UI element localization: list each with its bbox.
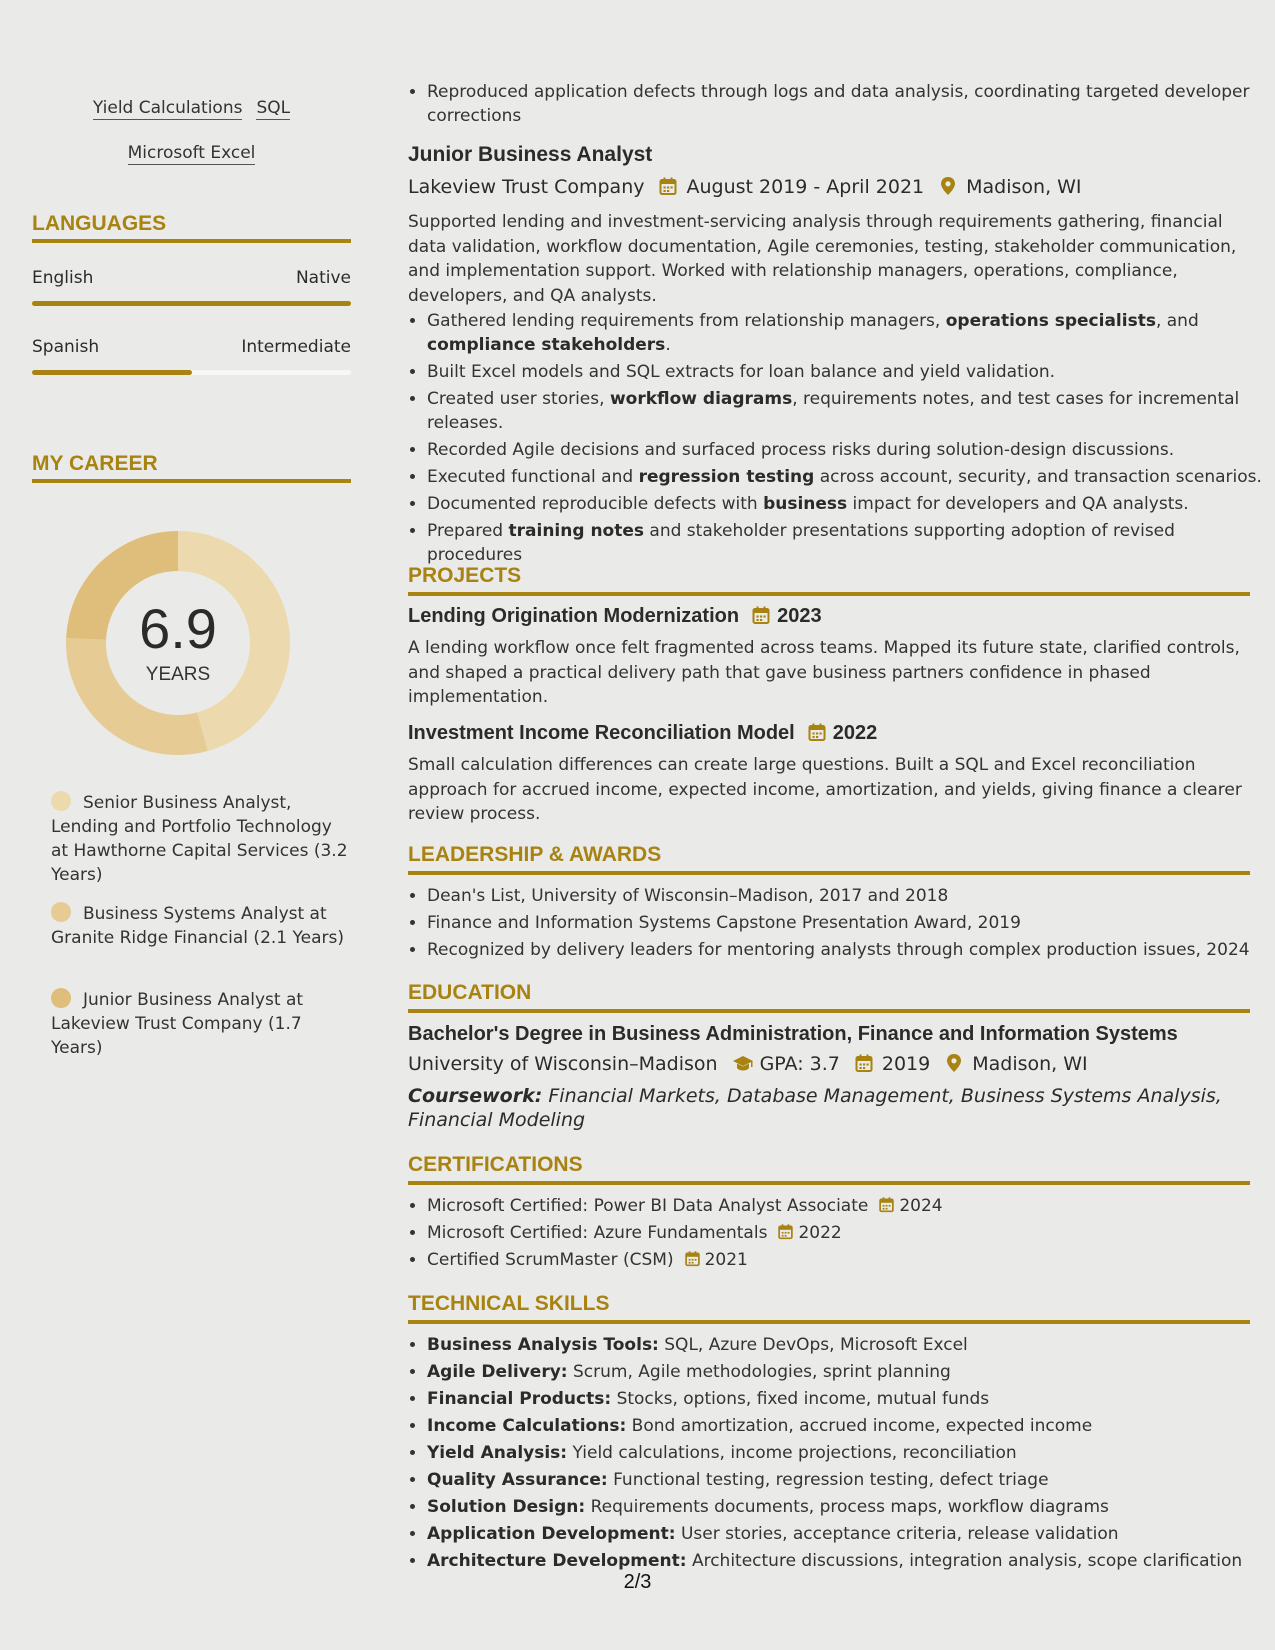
calendar-icon (854, 1053, 874, 1073)
project-year: 2022 (832, 722, 878, 744)
graduation-year: 2019 (881, 1053, 931, 1075)
gpa: GPA: 3.7 (759, 1053, 840, 1075)
bold-text: training notes (508, 521, 645, 541)
language-bar (32, 370, 351, 375)
coursework-list: Financial Markets, Database Management, Business Systems Analysis, Financial Modeling (408, 1085, 1222, 1131)
career-total-years: 6.9 (139, 597, 217, 660)
list-item (427, 465, 1269, 489)
skill-item (427, 1414, 1269, 1438)
career-legend-item (51, 988, 351, 1060)
graduation-cap-icon (732, 1053, 752, 1073)
skill-value: User stories, acceptance criteria, release validation (680, 1524, 1119, 1544)
skill-item (427, 1549, 1269, 1573)
skill-value: Yield calculations, income projections, reconciliation (572, 1443, 1017, 1463)
project-name: Lending Origination Modernization (408, 605, 740, 627)
text: Built Excel models and SQL extracts for loan balance and yield validation. (427, 362, 1056, 382)
skill-label: Agile Delivery: (427, 1362, 568, 1382)
calendar-icon (751, 605, 771, 625)
skill-tags (32, 86, 351, 176)
bold-text: compliance stakeholders (427, 335, 666, 355)
text: , requirements notes, and test cases for incremental releases. (427, 389, 1240, 433)
list-item (427, 492, 1269, 516)
job-location: Madison, WI (966, 176, 1082, 198)
technical-skills-heading: TECHNICAL SKILLS (408, 1292, 1250, 1324)
education-meta (408, 1053, 1250, 1075)
career-donut-chart (66, 531, 290, 755)
certification-year: 2024 (899, 1196, 943, 1216)
skill-tag: Microsoft Excel (127, 143, 256, 163)
skill-item (427, 1441, 1269, 1465)
list-item: • Dean's List, University of Wisconsin–Madison, 2017 and 2018 (427, 884, 1269, 908)
text: Executed functional and (427, 467, 639, 487)
skill-item (427, 1360, 1269, 1384)
language-name: English (32, 268, 94, 288)
job-meta (408, 176, 1250, 198)
language-bar-fill (32, 370, 192, 375)
skill-item (427, 1333, 1269, 1357)
skill-value: Architecture discussions, integration analysis, scope clarification (691, 1551, 1243, 1571)
certification-name: Certified ScrumMaster (CSM) (427, 1250, 674, 1270)
career-legend-item (51, 902, 351, 950)
school-name: University of Wisconsin–Madison (408, 1053, 718, 1075)
text: Created user stories, (427, 389, 610, 409)
list-item (427, 438, 1269, 462)
legend-dot (51, 902, 71, 922)
bold-text: operations specialists (945, 311, 1156, 331)
skill-label: Quality Assurance: (427, 1470, 608, 1490)
certifications-heading: CERTIFICATIONS (408, 1153, 1250, 1185)
legend-dot (51, 988, 71, 1008)
certification-item (427, 1194, 1269, 1218)
calendar-icon (777, 1223, 794, 1240)
skill-value: Bond amortization, accrued income, expected income (631, 1416, 1093, 1436)
text: and stakeholder presentations supporting adoption of revised procedures (427, 521, 1175, 565)
certification-year: 2021 (704, 1250, 748, 1270)
skill-label: Business Analysis Tools: (427, 1335, 659, 1355)
education-location: Madison, WI (972, 1053, 1088, 1075)
experience-top-bullets (408, 80, 1269, 131)
career-heading: MY CAREER (32, 452, 351, 483)
skill-value: Stocks, options, fixed income, mutual funds (616, 1389, 990, 1409)
career-legend-text: Senior Business Analyst, Lending and Portfolio Technology at Hawthorne Capital Services (3.2 Years) (51, 793, 348, 885)
list-item (427, 387, 1269, 435)
language-bar-fill (32, 301, 351, 306)
calendar-icon (684, 1250, 701, 1267)
skill-value: Scrum, Agile methodologies, sprint planning (573, 1362, 951, 1382)
job-company: Lakeview Trust Company (408, 176, 645, 198)
certification-item (427, 1221, 1269, 1245)
technical-skills-list (408, 1333, 1269, 1576)
skill-item (427, 1522, 1269, 1546)
project-title (408, 605, 1250, 628)
skill-item (427, 1468, 1269, 1492)
project-description: A lending workflow once felt fragmented across teams. Mapped its future state, clarified controls, and shaped a practical delivery path that gave business partners confidence in phased implementation. (408, 638, 1240, 707)
job-title: Junior Business Analyst (408, 143, 653, 166)
skill-tag: SQL (256, 98, 291, 118)
bold-text: regression testing (638, 467, 815, 487)
list-item (427, 309, 1269, 357)
skill-value: SQL, Azure DevOps, Microsoft Excel (664, 1335, 968, 1355)
certifications-list (408, 1194, 1269, 1275)
career-legend-item (51, 791, 351, 887)
language-level: Intermediate (241, 337, 351, 357)
career-legend-text: Business Systems Analyst at Granite Ridge Financial (2.1 Years) (51, 904, 344, 948)
page-number: 2/3 (623, 1571, 652, 1593)
language-level: Native (295, 268, 351, 288)
skill-item (427, 1495, 1269, 1519)
degree-title: Bachelor's Degree in Business Administration, Finance and Information Systems (408, 1023, 1178, 1045)
awards-list (408, 884, 1269, 965)
project-name: Investment Income Reconciliation Model (408, 722, 795, 744)
coursework (408, 1084, 1250, 1132)
bold-text: workflow diagrams (609, 389, 793, 409)
skill-label: Yield Analysis: (427, 1443, 568, 1463)
map-pin-icon (938, 176, 958, 196)
text: Documented reproducible defects with (427, 494, 764, 514)
career-legend-text: Junior Business Analyst at Lakeview Trust Company (1.7 Years) (51, 990, 304, 1058)
skill-value: Functional testing, regression testing, defect triage (613, 1470, 1049, 1490)
calendar-icon (807, 722, 827, 742)
project-description: Small calculation differences can create large questions. Built a SQL and Excel reconciliation approach for accrued income, expected income, amortization, and yields, giving finance a clearer review process. (408, 755, 1242, 824)
map-pin-icon (944, 1053, 964, 1073)
skill-label: Application Development: (427, 1524, 676, 1544)
legend-dot (51, 791, 71, 811)
skill-label: Architecture Development: (427, 1551, 687, 1571)
career-total-unit: YEARS (145, 664, 211, 685)
job-dates: August 2019 - April 2021 (686, 176, 925, 198)
job-bullets (408, 309, 1269, 570)
bold-text: business (763, 494, 848, 514)
education-heading: EDUCATION (408, 981, 1250, 1013)
awards-heading: LEADERSHIP & AWARDS (408, 843, 1250, 875)
languages-heading: LANGUAGES (32, 212, 351, 243)
text: across account, security, and transaction scenarios. (814, 467, 1262, 487)
certification-item (427, 1248, 1269, 1272)
text: . (665, 335, 671, 355)
skill-label: Financial Products: (427, 1389, 612, 1409)
list-item: • Reproduced application defects through logs and data analysis, coordinating targeted developer corrections (427, 80, 1269, 128)
job-summary: Supported lending and investment-servicing analysis through requirements gathering, financial data validation, workflow documentation, Agile ceremonies, testing, stakeholder communication, and implementation support. Worked with relationship managers, operations, compliance, developers, and QA analysts. (408, 212, 1237, 306)
skill-label: Income Calculations: (427, 1416, 627, 1436)
text: impact for developers and QA analysts. (847, 494, 1189, 514)
skill-label: Solution Design: (427, 1497, 586, 1517)
certification-name: Microsoft Certified: Power BI Data Analyst Associate (427, 1196, 869, 1216)
skill-value: Requirements documents, process maps, workflow diagrams (590, 1497, 1109, 1517)
project-year: 2023 (777, 605, 822, 627)
project-title (408, 722, 1250, 745)
certification-name: Microsoft Certified: Azure Fundamentals (427, 1223, 768, 1243)
skill-item (427, 1387, 1269, 1411)
calendar-icon (658, 176, 678, 196)
list-item: • Recognized by delivery leaders for mentoring analysts through complex production issues, 2024 (427, 938, 1269, 962)
projects-heading: PROJECTS (408, 564, 1250, 596)
calendar-icon (878, 1196, 895, 1213)
language-name: Spanish (32, 337, 100, 357)
list-item: • Finance and Information Systems Capstone Presentation Award, 2019 (427, 911, 1269, 935)
text: Recorded Agile decisions and surfaced process risks during solution-design discussions. (427, 440, 1175, 460)
language-bar (32, 301, 351, 306)
list-item (427, 360, 1269, 384)
certification-year: 2022 (798, 1223, 842, 1243)
text: Prepared (427, 521, 509, 541)
text: Gathered lending requirements from relationship managers, (427, 311, 946, 331)
coursework-label: Coursework: (408, 1085, 543, 1107)
list-item (427, 519, 1269, 567)
text: , and (1155, 311, 1199, 331)
skill-tag: Yield Calculations (92, 98, 243, 118)
